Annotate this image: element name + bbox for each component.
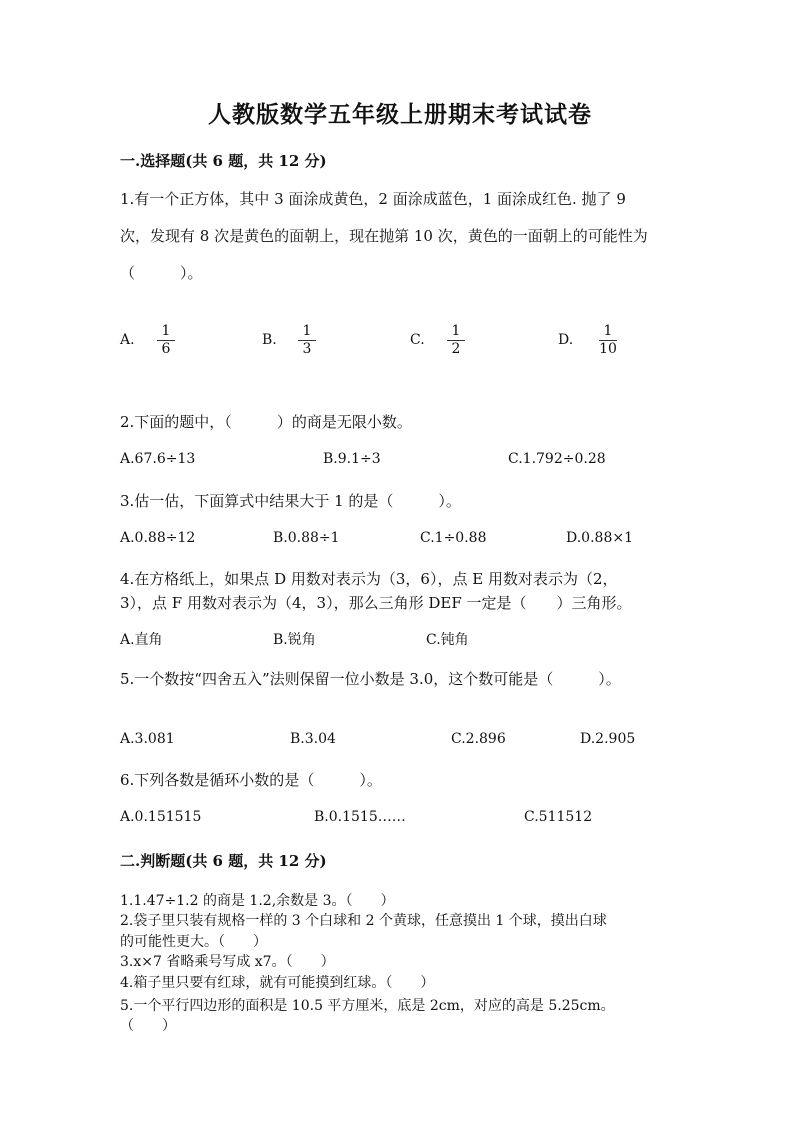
q3-option-b: B.0.88÷1 xyxy=(273,530,340,546)
q1-option-d-fraction xyxy=(597,324,619,357)
q2-option-b: B.9.1÷3 xyxy=(323,451,381,467)
fraction-denominator: 6 xyxy=(161,341,171,357)
fraction-numerator: 1 xyxy=(603,323,613,339)
q4-option-c: C.钝角 xyxy=(426,632,469,648)
q5-option-c: C.2.896 xyxy=(451,731,506,747)
question-1-line-3: （ ）。 xyxy=(120,264,203,282)
q5-option-b: B.3.04 xyxy=(290,731,336,747)
q3-option-a: A.0.88÷12 xyxy=(120,530,196,546)
tf-item-2-line-1: 2.袋子里只装有规格一样的 3 个白球和 2 个黄球，任意摸出 1 个球，摸出白球 xyxy=(120,913,607,929)
q1-option-b-fraction xyxy=(296,324,318,357)
q4-option-b: B.锐角 xyxy=(273,632,316,648)
tf-item-5-line-1: 5.一个平行四边形的面积是 10.5 平方厘米，底是 2cm，对应的高是 5.25cm。 xyxy=(120,998,615,1014)
fraction-denominator: 10 xyxy=(599,341,617,357)
fraction-denominator: 2 xyxy=(451,341,461,357)
fraction-numerator: 1 xyxy=(451,323,461,339)
q5-option-d: D.2.905 xyxy=(580,731,636,747)
q6-option-a: A.0.151515 xyxy=(120,809,202,825)
page-title: 人教版数学五年级上册期末考试试卷 xyxy=(208,101,592,128)
question-3-text: 3.估一估，下面算式中结果大于 1 的是（ ）。 xyxy=(120,492,461,510)
tf-item-3: 3.x×7 省略乘号写成 x7。（ ） xyxy=(120,954,335,970)
q1-option-a-label: A. xyxy=(120,332,135,348)
q4-option-a: A.直角 xyxy=(120,632,163,648)
tf-item-5-line-2: （ ） xyxy=(120,1018,176,1034)
question-5-text: 5.一个数按“四舍五入”法则保留一位小数是 3.0，这个数可能是（ ）。 xyxy=(120,670,621,688)
question-1-line-1: 1.有一个正方体，其中 3 面涂成黄色，2 面涂成蓝色，1 面涂成红色. 抛了 9 xyxy=(120,190,626,208)
q5-option-a: A.3.081 xyxy=(120,731,175,747)
fraction-numerator: 1 xyxy=(302,323,312,339)
q1-option-c-fraction xyxy=(445,324,467,357)
q1-option-a-fraction xyxy=(155,324,177,357)
q3-option-d: D.0.88×1 xyxy=(566,530,633,546)
tf-item-2-line-2: 的可能性更大。（ ） xyxy=(120,934,267,950)
tf-item-1: 1.1.47÷1.2 的商是 1.2,余数是 3。（ ） xyxy=(120,893,395,909)
q2-option-c: C.1.792÷0.28 xyxy=(508,451,606,467)
question-2-text: 2.下面的题中，（ ）的商是无限小数。 xyxy=(120,413,412,431)
q1-option-d-label: D. xyxy=(558,332,574,348)
section-heading-choice: 一.选择题(共 6 题，共 12 分) xyxy=(120,152,327,170)
section-heading-true-false: 二.判断题(共 6 题，共 12 分) xyxy=(120,852,327,870)
fraction-numerator: 1 xyxy=(161,323,171,339)
question-4-line-1: 4.在方格纸上，如果点 D 用数对表示为（3，6），点 E 用数对表示为（2， xyxy=(120,570,618,588)
question-6-text: 6.下列各数是循环小数的是（ ）。 xyxy=(120,771,382,789)
q6-option-b: B.0.1515…… xyxy=(314,809,406,825)
fraction-denominator: 3 xyxy=(302,341,312,357)
q1-option-c-label: C. xyxy=(410,332,425,348)
q3-option-c: C.1÷0.88 xyxy=(420,530,487,546)
q1-option-b-label: B. xyxy=(262,332,277,348)
question-4-line-2: 3），点 F 用数对表示为（4，3），那么三角形 DEF 一定是（ ）三角形。 xyxy=(120,594,632,612)
q6-option-c: C.511512 xyxy=(524,809,593,825)
tf-item-4: 4.箱子里只要有红球，就有可能摸到红球。（ ） xyxy=(120,975,435,991)
question-1-line-2: 次，发现有 8 次是黄色的面朝上，现在抛第 10 次，黄色的一面朝上的可能性为 xyxy=(120,227,648,245)
q2-option-a: A.67.6÷13 xyxy=(120,451,196,467)
